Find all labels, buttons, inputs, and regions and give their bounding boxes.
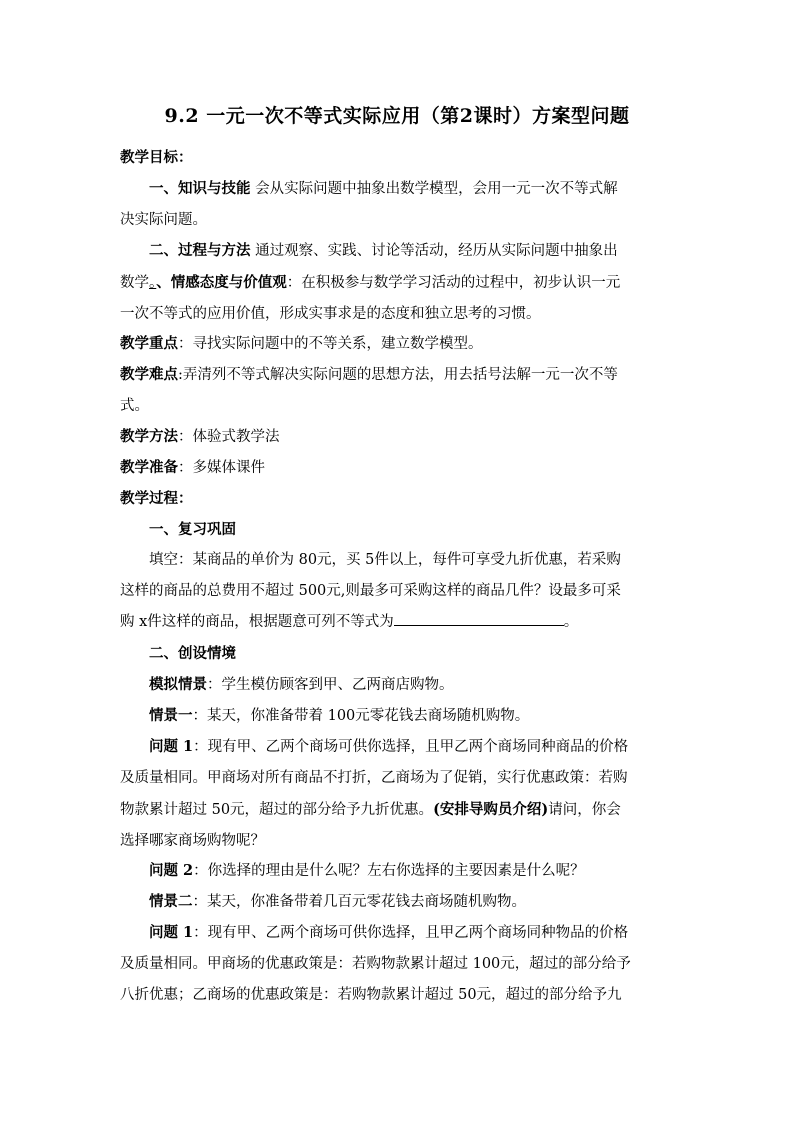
question-1a-line-4: 选择哪家商场购物呢？ xyxy=(120,833,265,849)
question-1a-line-2: 及质量相同。甲商场对所有商品不打折，乙商场为了促销，实行优惠政策：若购 xyxy=(120,770,628,786)
difficult-point-text-cont: 式。 xyxy=(120,398,149,414)
simulation-text: ：学生模仿顾客到甲、乙两商店购物。 xyxy=(207,677,454,693)
question-2 xyxy=(120,855,680,887)
objective-knowledge-label: 一、知识与技能 xyxy=(149,180,251,197)
scenario-two-label: 情景二 xyxy=(149,893,193,910)
objective-process-text-cont: 数学 xyxy=(120,275,149,291)
simulation-label: 模拟情景 xyxy=(149,676,207,693)
fill-blank-line-3: 购 x件这样的商品，根据题意可列不等式为 xyxy=(120,614,394,630)
key-point-text: ：寻找实际问题中的不等关系，建立数学模型。 xyxy=(178,336,483,352)
page-title: 9.2 一元一次不等式实际应用（第2课时）方案型问题 xyxy=(164,105,630,127)
objective-attitude-text-cont: 一次不等式的应用价值，形成实事求是的态度和独立思考的习惯。 xyxy=(120,306,541,322)
key-point xyxy=(120,328,680,360)
scenario-two-text: ：某天，你准备带着几百元零花钱去商场随机购物。 xyxy=(192,894,526,910)
objective-process-punct: 。 xyxy=(149,275,157,291)
answer-blank xyxy=(394,611,564,626)
objective-process xyxy=(120,235,680,330)
question-1b-line-2: 及质量相同。甲商场的优惠政策是：若购物款累计超过 100元，超过的部分给予 xyxy=(120,956,631,972)
objective-attitude-label: 、情感态度与价值观 xyxy=(156,274,287,291)
objectives-heading: 教学目标： xyxy=(120,149,193,166)
question-2-text: ：你选择的理由是什么呢？左右你选择的主要因素是什么呢？ xyxy=(193,863,585,879)
objective-knowledge xyxy=(120,173,680,236)
question-1b-line-3: 八折优惠；乙商场的优惠政策是：若购物款累计超过 50元，超过的部分给予九 xyxy=(120,987,622,1003)
objective-knowledge-text: 会从实际问题中抽象出数学模型，会用一元一次不等式解 xyxy=(255,181,618,197)
teaching-method-text: ：体验式教学法 xyxy=(178,429,280,445)
scenario-one xyxy=(120,700,680,732)
fill-blank-question xyxy=(120,545,680,638)
question-1a-line-3-end: 请问，你会 xyxy=(548,802,621,818)
key-point-label: 教学重点 xyxy=(120,335,178,352)
question-1a-text: ：现有甲、乙两个商场可供你选择，且甲乙两个商场同种商品的价格 xyxy=(193,739,629,755)
question-1b-label: 问题 1 xyxy=(149,924,194,941)
question-2-label: 问题 2 xyxy=(149,862,194,879)
fill-blank-end: 。 xyxy=(563,614,579,630)
question-1b-text: ：现有甲、乙两个商场可供你选择，且甲乙两个商场同种物品的价格 xyxy=(193,925,629,941)
teaching-method xyxy=(120,421,680,453)
teaching-prep-label: 教学准备 xyxy=(120,459,178,476)
teaching-method-label: 教学方法 xyxy=(120,428,178,445)
scenario-one-text: ：某天，你准备带着 100元零花钱去商场随机购物。 xyxy=(192,708,530,724)
objective-process-text: 通过观察、实践、讨论等活动，经历从实际问题中抽象出 xyxy=(255,243,618,259)
scenario-two xyxy=(120,886,680,918)
question-1b xyxy=(120,917,680,1011)
question-1a-label: 问题 1 xyxy=(149,738,194,755)
teaching-process-heading: 教学过程： xyxy=(120,490,193,507)
fill-blank-line-2: 这样的商品的总费用不超过 500元,则最多可采购这样的商品几件？设最多可采 xyxy=(120,583,621,599)
teaching-prep xyxy=(120,452,680,484)
difficult-point xyxy=(120,359,680,422)
section-review-heading: 一、复习巩固 xyxy=(149,521,236,538)
objective-knowledge-text-cont: 决实际问题。 xyxy=(120,212,207,228)
question-1a-note: (安排导购员介绍) xyxy=(433,801,549,818)
question-1a-line-3: 物款累计超过 50元，超过的部分给予九折优惠。 xyxy=(120,802,434,818)
difficult-point-label: 教学难点 xyxy=(120,366,178,383)
scenario-one-label: 情景一 xyxy=(149,707,193,724)
objective-process-label: 二、过程与方法 xyxy=(149,242,251,259)
teaching-prep-text: ：多媒体课件 xyxy=(178,460,265,476)
question-1a xyxy=(120,731,680,857)
objective-attitude-text: ：在积极参与数学学习活动的过程中，初步认识一元 xyxy=(286,275,621,291)
difficult-point-text: :弄清列不等式解决实际问题的思想方法，用去括号法解一元一次不等 xyxy=(178,367,618,383)
simulation xyxy=(120,669,680,701)
section-scenario-heading: 二、创设情境 xyxy=(149,645,236,662)
fill-blank-line-1: 填空：某商品的单价为 80元，买 5件以上，每件可享受九折优惠，若采购 xyxy=(149,552,621,568)
